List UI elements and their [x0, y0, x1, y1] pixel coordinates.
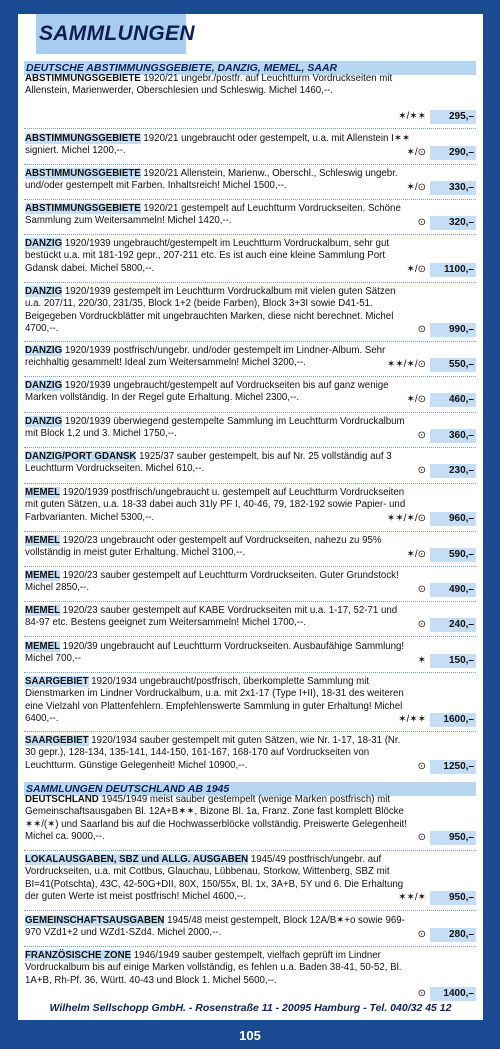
divider	[24, 636, 476, 637]
lot-description: 1920/23 sauber gestempelt auf KABE Vordruckseiten mit u.a. 1-17, 52-71 und 84-97 etc. Bestens geeignet zum Weitersammeln! Michel 1700,--.	[25, 605, 398, 629]
lot-description: 1920/21 gestempelt auf Leuchtturm Vordruckseiten. Schöne Sammlung zum Weitersammeln! Michel 1420,--.	[25, 203, 401, 227]
lot-description: 1920/1939 überwiegend gestempelte Sammlung im Leuchtturm Vordruckalbum mit Block 1,2 und 3. Michel 1750,--.	[25, 416, 405, 440]
lot-entry	[24, 168, 476, 194]
lot-description: 1920/23 ungebraucht oder gestempelt auf Vordruckseiten, nahezu zu 95% vollständig in meist guter Erhaltung. Michel 3100,--.	[25, 535, 382, 559]
divider	[24, 341, 476, 342]
lot-description: 1920/1934 ungebraucht/postfrisch, überkomplette Sammlung mit Dienstmarken im Lindner Vordruckalbum, u.a. mit 2x1-17 (Type I+II), 18-31 des weiteren eine Vielzahl von Plattenfehlern. Empfehlenswerte Sammlung in guter Erhaltung! Michel 6400,--.	[25, 676, 404, 724]
lot-entry	[24, 345, 476, 371]
divider	[24, 946, 476, 947]
condition-symbols: ⊙	[417, 464, 426, 476]
lot-title: ABSTIMMUNGSGEBIETE	[25, 168, 141, 179]
condition-symbols: ⊙	[417, 831, 426, 843]
condition-symbols: ✶✶/✶	[398, 891, 426, 903]
page-number: 105	[239, 1028, 261, 1043]
divider	[24, 850, 476, 851]
lot-price: 590,–	[430, 548, 476, 562]
lot-entry	[24, 487, 476, 525]
section-heading-deutschland: SAMMLUNGEN DEUTSCHLAND AB 1945	[24, 782, 476, 796]
lot-price: 290,–	[430, 146, 476, 160]
condition-symbols: ✶/⊙	[406, 146, 426, 158]
lot-description: 1920/39 ungebraucht auf Leuchtturm Vordruckseiten. Ausbaufähige Sammlung! Michel 700,--	[25, 641, 405, 665]
lot-title: MEMEL	[25, 535, 60, 546]
lot-description: 1920/1939 gestempelt im Leuchtturm Vordruckalbum mit vielen guten Sätzen u.a. 207/11, 220/30, 231/35, Block 1+2 (beide Farben), Block 3+3I sowie D41-51. Beigegeben Vordruckblätter mit ungebrauchten Marken, diese nicht berechnet. Michel 4700,--.	[25, 286, 396, 334]
lot-price: 240,–	[430, 618, 476, 632]
lot-description: 1920/1939 ungebraucht/gestempelt im Leuchtturm Vordruckalbum, sehr gut bestückt u.a. mit 181-192 gepr., 207-211 etc. Es ist auch eine kleine Sammlung Port Gdansk dabei. Michel 5800,--.	[25, 238, 390, 274]
lot-price: 1100,–	[430, 263, 476, 277]
lot-entry	[24, 286, 476, 336]
lot-title: LOKALAUSGABEN, SBZ und ALLG. AUSGABEN	[25, 854, 249, 865]
lot-description: 1946/1949 sauber gestempelt, vielfach geprüft im Lindner Vordruckalbum bis auf einige Marken vollständig, es fehlen u.a. Baden 38-41, 50-52, Bl. 1A+B, Rh-Pf. 36, Württ. 40-43 und Block 1. Michel 5600,--.	[25, 950, 402, 986]
condition-symbols: ✶✶/✶/⊙	[386, 358, 426, 370]
lot-entry	[24, 735, 476, 773]
lot-title: MEMEL	[25, 605, 60, 616]
lot-description: 1920/21 ungebraucht oder gestempelt, u.a. mit Allenstein I✶✶ signiert. Michel 1200,--.	[25, 133, 411, 157]
lot-title: SAARGEBIET	[25, 676, 89, 687]
lot-entry	[24, 605, 476, 631]
divider	[24, 531, 476, 532]
lot-description: 1920/21 ungebr./postfr. auf Leuchtturm Vordruckseiten mit Allenstein, Marienwerder, Oberschlesien und Schleswig. Michel 1460,--.	[25, 73, 393, 97]
condition-symbols: ✶/✶✶	[398, 713, 426, 725]
lot-description: 1920/21 Allenstein, Marienw., Oberschl., Schleswig ungebr. und/oder gestempelt mit Farben. Inhaltsreich! Michel 1500,--.	[25, 168, 398, 192]
lot-description: 1945/48 meist gestempelt, Block 12A/B✶+o sowie 969-970 VZd1+2 und WZd1-SZd4. Michel 2000,--.	[25, 915, 405, 939]
lot-title: SAARGEBIET	[25, 735, 89, 746]
lot-title: ABSTIMMUNGSGEBIETE	[25, 133, 141, 144]
lot-price: 550,–	[430, 358, 476, 372]
lot-entry	[24, 676, 476, 726]
lot-title: FRANZÖSISCHE ZONE	[25, 950, 132, 961]
lot-price: 230,–	[430, 464, 476, 478]
lot-price: 1600,–	[430, 713, 476, 727]
divider	[24, 910, 476, 911]
lot-title: DANZIG	[25, 380, 63, 391]
lot-price: 320,–	[430, 216, 476, 230]
lot-price: 295,–	[430, 110, 476, 124]
divider	[24, 483, 476, 484]
lot-price: 960,–	[430, 512, 476, 526]
lot-price: 1250,–	[430, 760, 476, 774]
divider	[24, 601, 476, 602]
lot-price: 150,–	[430, 654, 476, 668]
condition-symbols: ⊙	[417, 618, 426, 630]
lot-price: 1400,–	[430, 987, 476, 1001]
condition-symbols: ✶/⊙	[406, 181, 426, 193]
publisher-footer: Wilhelm Sellschopp GmbH. - Rosenstraße 11 - 20095 Hamburg - Tel. 040/32 45 12	[49, 1002, 452, 1014]
lot-price: 950,–	[430, 891, 476, 905]
condition-symbols: ⊙	[417, 216, 426, 228]
lot-entry	[24, 238, 476, 276]
lot-entry	[24, 641, 476, 667]
lot-entry	[24, 535, 476, 561]
lot-entry	[24, 854, 476, 904]
divider	[24, 566, 476, 567]
condition-symbols: ⊙	[417, 760, 426, 772]
lot-title: DANZIG	[25, 345, 63, 356]
lot-title: DANZIG	[25, 416, 63, 427]
condition-symbols: ✶/⊙	[406, 393, 426, 405]
divider	[24, 199, 476, 200]
lot-title: DEUTSCHLAND	[25, 794, 99, 805]
page-title: SAMMLUNGEN	[36, 14, 186, 54]
condition-symbols: ⊙	[417, 583, 426, 595]
condition-symbols: ✶	[417, 654, 426, 666]
divider	[24, 128, 476, 129]
lot-price: 280,–	[430, 928, 476, 942]
lot-title: DANZIG	[25, 286, 63, 297]
lot-description: 1920/1939 postfrisch/ungebr. und/oder gestempelt im Lindner-Album. Sehr reichhaltig gesammelt! Ideal zum Weitersammeln! Michel 3200,--.	[25, 345, 386, 369]
lot-description: 1920/23 sauber gestempelt auf Leuchtturm Vordruckseiten. Guter Grundstock! Michel 2850,--.	[25, 570, 399, 594]
lot-price: 330,–	[430, 181, 476, 195]
lot-entry	[24, 73, 476, 123]
lot-price: 990,–	[430, 323, 476, 337]
lot-title: DANZIG/PORT GDANSK	[25, 451, 137, 462]
condition-symbols: ⊙	[417, 323, 426, 335]
lot-price: 460,–	[430, 393, 476, 407]
lot-description: 1920/1939 postfrisch/ungebraucht u. gestempelt auf Leuchtturm Vordruckseiten mit guten Sätzen, u.a. 18-33 dabei auch 31ly PF I, 40-46, 79, 182-192 sowie Papier- und Farbvarianten. Michel 5300,--.	[25, 487, 406, 523]
condition-symbols: ✶/⊙	[406, 263, 426, 275]
lot-description: 1945/49 postfrisch/ungebr. auf Vordruckseiten, u.a. mit Cottbus, Glauchau, Lübbenau, Storkow, Wittenberg, SBZ mit BI=41(Potschta), 43C, 42-50G+DII, 80X, 150/55x, Bl. 1x, 3A+B, 5Y und 6. Die Erhaltung der guten Werte ist meist postfrisch! Michel 4600,--.	[25, 854, 404, 902]
divider	[24, 164, 476, 165]
divider	[24, 234, 476, 235]
lot-title: GEMEINSCHAFTSAUSGABEN	[25, 915, 165, 926]
lot-entry	[24, 950, 476, 1000]
condition-symbols: ✶/⊙	[406, 548, 426, 560]
catalog-page	[18, 14, 483, 1020]
lot-title: ABSTIMMUNGSGEBIETE	[25, 203, 141, 214]
lot-entry	[24, 570, 476, 596]
divider	[24, 376, 476, 377]
condition-symbols: ⊙	[417, 928, 426, 940]
lot-description: 1920/1939 ungebraucht/gestempelt auf Vordruckseiten bis auf ganz wenige Marken vollständig. In der Regel gute Erhaltung. Michel 2300,--.	[25, 380, 389, 404]
lot-entry	[24, 915, 476, 941]
lot-description: 1925/37 sauber gestempelt, bis auf Nr. 25 vollständig auf 3 Leuchtturm Vordruckseiten. Michel 610,--.	[25, 451, 392, 475]
lot-entry	[24, 416, 476, 442]
lot-title: MEMEL	[25, 641, 60, 652]
lot-entry	[24, 133, 476, 159]
divider	[24, 412, 476, 413]
lot-entry	[24, 380, 476, 406]
condition-symbols: ✶/✶✶	[398, 110, 426, 122]
divider	[24, 447, 476, 448]
divider	[24, 282, 476, 283]
section-heading-abstimmung: DEUTSCHE ABSTIMMUNGSGEBIETE, DANZIG, MEMEL, SAAR	[24, 61, 476, 75]
lot-description: 1945/1949 meist sauber gestempelt (wenige Marken postfrisch) mit Gemeinschaftsausgaben Bl. 12A+B✶✶, Bizone Bl. 1a, Franz. Zone fast komplett Blöcke ✶✶/(✶) und Saarland bis auf die Hochwasserblöcke vollständig. Preiswerte Gelegenheit! Michel ca. 9000,--.	[25, 794, 407, 842]
lot-entry	[24, 451, 476, 477]
lot-price: 360,–	[430, 429, 476, 443]
lot-price: 490,–	[430, 583, 476, 597]
lot-title: MEMEL	[25, 487, 60, 498]
condition-symbols: ⊙	[417, 987, 426, 999]
divider	[24, 731, 476, 732]
divider	[24, 672, 476, 673]
lot-description: 1920/1934 sauber gestempelt mit guten Sätzen, wie Nr. 1-17, 18-31 (Nr. 30 gepr.), 128-134, 135-141, 144-150, 161-167, 168-170 auf Vordruckseiten von Leuchtturm. Günstige Gelegenheit! Michel 10900,--.	[25, 735, 401, 771]
lot-price: 950,–	[430, 831, 476, 845]
lot-entry	[24, 794, 476, 844]
lot-entry	[24, 203, 476, 229]
lot-title: DANZIG	[25, 238, 63, 249]
lot-title: MEMEL	[25, 570, 60, 581]
lot-title: ABSTIMMUNGSGEBIETE	[25, 73, 141, 84]
condition-symbols: ✶✶/✶/⊙	[386, 512, 426, 524]
condition-symbols: ⊙	[417, 429, 426, 441]
